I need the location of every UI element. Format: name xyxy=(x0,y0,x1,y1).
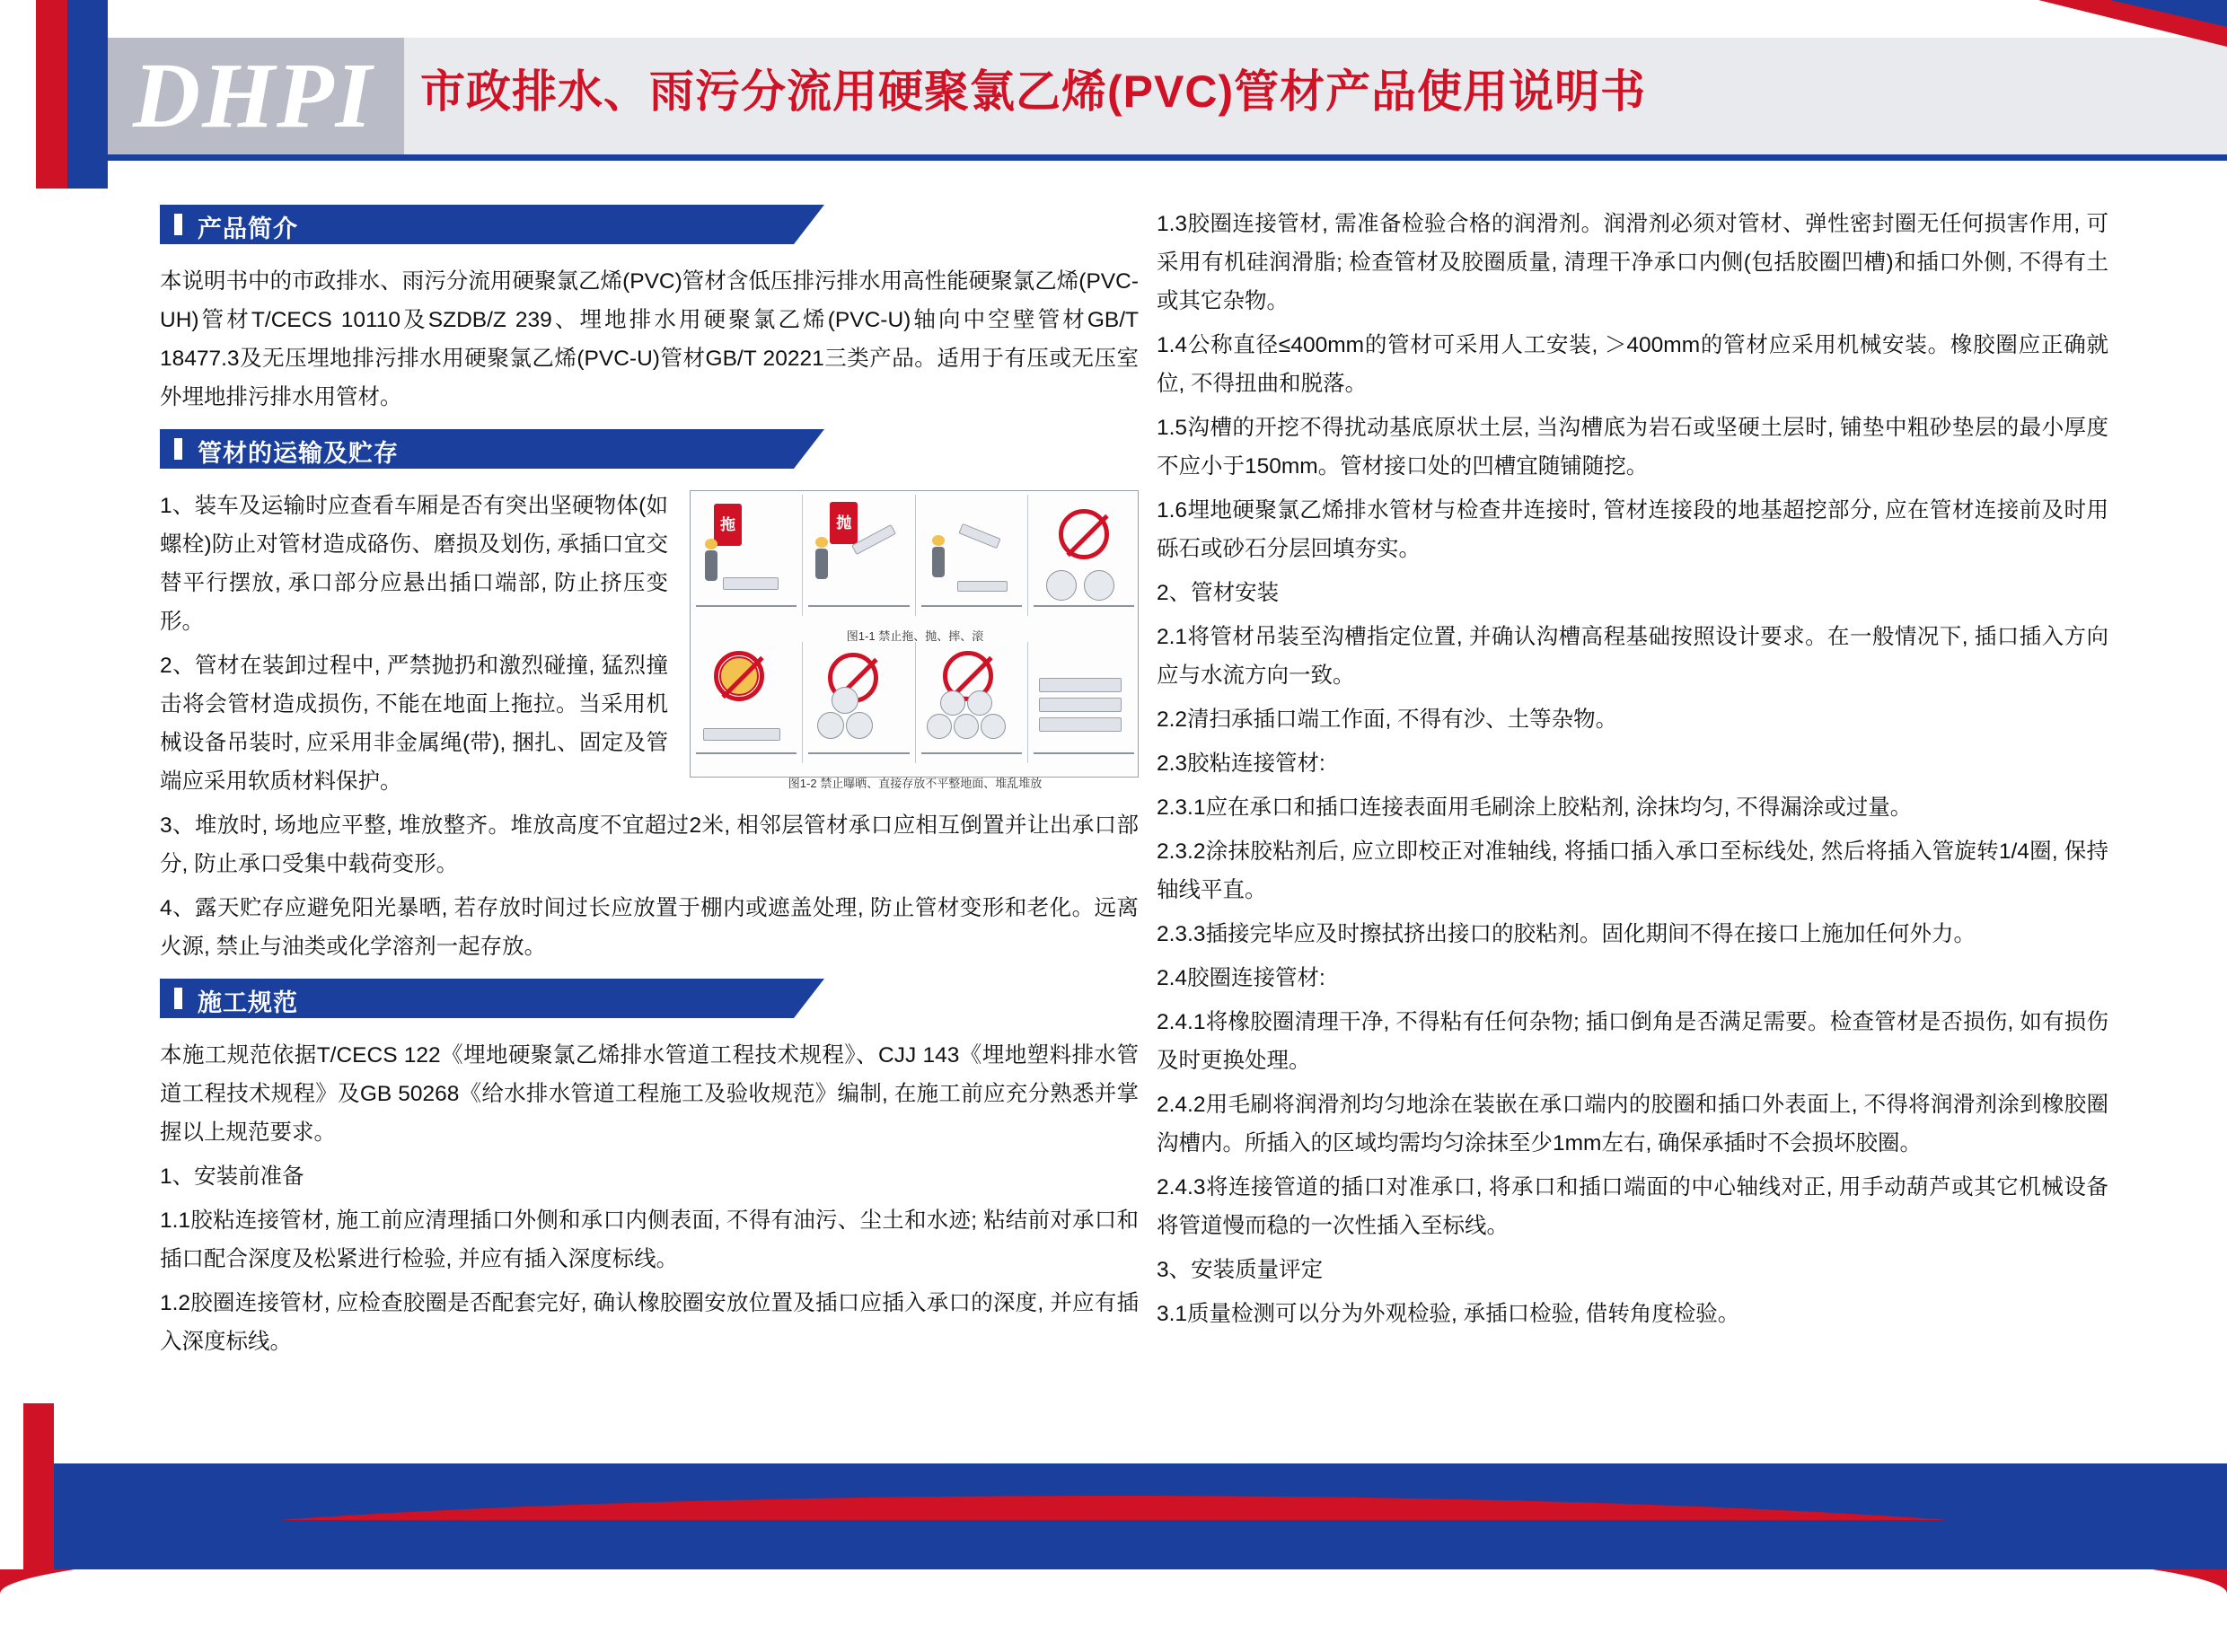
worker-figure xyxy=(932,547,945,577)
paragraph: 1.1胶粘连接管材, 施工前应清理插口外侧和承口内侧表面, 不得有油污、尘土和水迹; 粘结前对承口和插口配合深度及松紧进行检验, 并应有插入深度标线。 xyxy=(160,1208,1139,1271)
illustration-cell-throw xyxy=(803,495,915,616)
worker-figure xyxy=(705,550,717,581)
paragraph: 1.5沟槽的开挖不得扰动基底原状土层, 当沟槽底为岩石或坚硬土层时, 铺垫中粗砂垫层的最小厚度不应小于150mm。管材接口处的凹槽宜随铺随挖。 xyxy=(1157,416,2108,479)
illustration-row-top xyxy=(691,495,1140,616)
illustration-cell-sun-exposure xyxy=(691,642,803,763)
paragraph: 本施工规范依据T/CECS 122《埋地硬聚氯乙烯排水管道工程技术规程》、CJJ 143《埋地塑料排水管道工程技术规程》及GB 50268《给水排水管道工程施工及验收规范》编制, 在施工前应充分熟悉并掌握以上规范要求。 xyxy=(160,1043,1139,1145)
pipe-shape xyxy=(1039,698,1122,712)
paragraph: 3、堆放时, 场地应平整, 堆放整齐。堆放高度不宜超过2米, 相邻层管材承口应相互倒置并让出承口部分, 防止承口受集中载荷变形。 xyxy=(160,813,1139,876)
pipe-shape xyxy=(1039,717,1122,732)
banner-underline xyxy=(108,154,2227,161)
pipe-end-circle xyxy=(1084,570,1114,601)
pipe-shape xyxy=(851,524,896,555)
corner-blue-triangle xyxy=(2110,0,2227,27)
pipe-end-circle xyxy=(846,712,873,739)
pipe-end-circle xyxy=(1046,570,1077,601)
prohibited-icon xyxy=(714,651,764,701)
paragraph: 2.3胶粘连接管材: xyxy=(1157,751,1325,776)
paragraph: 2、管材在装卸过程中, 严禁抛扔和激烈碰撞, 猛烈撞击将会管材造成损伤, 不能在地面上拖拉。当采用机械设备吊装时, 应采用非金属绳(带), 捆扎、固定及管端应采用软质材料保护。 xyxy=(160,654,668,794)
heading-tick-mark xyxy=(174,438,182,460)
section-title-text: 施工规范 xyxy=(198,989,298,1016)
pipe-end-circle xyxy=(927,714,952,739)
document-title: 市政排水、雨污分流用硬聚氯乙烯(PVC)管材产品使用说明书 xyxy=(420,66,1647,117)
paragraph: 2.3.2涂抹胶粘剂后, 应立即校正对准轴线, 将插口插入承口至标线处, 然后将插入管旋转1/4圈, 保持轴线平直。 xyxy=(1157,839,2108,902)
pipe-end-circle xyxy=(817,712,844,739)
illustration-cell-drag xyxy=(691,495,803,616)
pipe-shape xyxy=(703,728,780,741)
ground-line xyxy=(808,605,909,607)
section-title-text: 管材的运输及贮存 xyxy=(198,440,399,467)
section-heading-construction-spec xyxy=(160,979,1139,1022)
paragraph: 2.4胶圈连接管材: xyxy=(1157,966,1325,990)
illustration-cell-messy-stack xyxy=(916,642,1028,763)
footer-left-white-stripe xyxy=(0,1403,23,1569)
heading-tick-mark xyxy=(174,988,182,1009)
pipe-end-circle xyxy=(940,690,965,716)
paragraph: 2.4.1将橡胶圈清理干净, 不得粘有任何杂物; 插口倒角是否满足需要。检查管材是否损伤, 如有损伤及时更换处理。 xyxy=(1157,1010,2108,1073)
paragraph: 1.6埋地硬聚氯乙烯排水管材与检查井连接时, 管材连接段的地基超挖部分, 应在管材连接前及时用砾石或砂石分层回填夯实。 xyxy=(1157,498,2108,561)
throw-label: 抛 xyxy=(830,502,858,544)
illustration-row-bottom xyxy=(691,642,1140,763)
company-logo: DHPI xyxy=(133,44,374,147)
paragraph: 1.4公称直径≤400mm的管材可采用人工安装, ＞400mm的管材应采用机械安装。橡胶圈应正确就位, 不得扭曲和脱落。 xyxy=(1157,333,2108,396)
paragraph: 2.2清扫承插口端工作面, 不得有沙、土等杂物。 xyxy=(1157,707,1618,732)
figure-caption-top: 图1-1 禁止拖、抛、摔、滚 xyxy=(846,629,984,643)
ground-line xyxy=(921,605,1022,607)
drag-label: 拖 xyxy=(714,504,742,546)
paragraph: 1、安装前准备 xyxy=(160,1164,304,1189)
document-body xyxy=(0,205,2227,1408)
pipe-shape xyxy=(958,523,1000,549)
footer-bottom-blue xyxy=(0,1520,2227,1569)
section-title-text: 产品简介 xyxy=(198,215,298,242)
pipe-end-circle xyxy=(832,687,858,714)
right-column xyxy=(1157,205,2108,1339)
pipe-shape xyxy=(723,577,779,590)
illustration-cell-roll xyxy=(1028,495,1140,616)
ground-line xyxy=(921,752,1022,754)
ground-line xyxy=(1034,605,1134,607)
transport-text-with-figure xyxy=(160,487,1139,966)
banner-corner-decoration xyxy=(2003,0,2227,54)
prohibited-icon xyxy=(1059,509,1109,559)
page-footer-decoration xyxy=(0,1403,2227,1569)
worker-figure xyxy=(815,549,828,579)
paragraph: 本说明书中的市政排水、雨污分流用硬聚氯乙烯(PVC)管材含低压排污排水用高性能硬聚氯乙烯(PVC-UH)管材T/CECS 10110及SZDB/Z 239、埋地排水用硬聚氯乙烯(PVC-U)轴向中空壁管材GB/T 18477.3及无压埋地排污排水用硬聚氯乙烯(PVC-U)管材GB/T 20221三类产品。适用于有压或无压室外埋地排污排水用管材。 xyxy=(160,269,1139,409)
pipe-shape xyxy=(957,581,1008,592)
illustration-cell-drop xyxy=(916,495,1028,616)
paragraph: 1.2胶圈连接管材, 应检查胶圈是否配套完好, 确认橡胶圈安放位置及插口应插入承口的深度, 并应有插入深度标线。 xyxy=(160,1291,1139,1354)
paragraph: 4、露天贮存应避免阳光暴晒, 若存放时间过长应放置于棚内或遮盖处理, 防止管材变形和老化。远离火源, 禁止与油类或化学溶剂一起存放。 xyxy=(160,896,1139,959)
handling-illustration xyxy=(690,490,1139,790)
page-banner xyxy=(0,0,2227,189)
paragraph: 2.4.3将连接管道的插口对准承口, 将承口和插口端面的中心轴线对正, 用手动葫芦或其它机械设备将管道慢而稳的一次性插入至标线。 xyxy=(1157,1175,2108,1238)
illustration-cell-uneven-ground xyxy=(803,642,915,763)
ground-line xyxy=(1034,752,1134,754)
paragraph: 2.3.1应在承口和插口连接表面用毛刷涂上胶粘剂, 涂抹均匀, 不得漏涂或过量。 xyxy=(1157,795,1913,820)
section-heading-product-intro xyxy=(160,205,1139,248)
paragraph: 1、装车及运输时应查看车厢是否有突出坚硬物体(如螺栓)防止对管材造成硌伤、磨损及划伤, 承插口宜交替平行摆放, 承口部分应悬出插口端部, 防止挤压变形。 xyxy=(160,494,668,634)
pipe-end-circle xyxy=(954,714,979,739)
figure-caption-bottom: 图1-2 禁止曝晒、直接存放不平整地面、堆乱堆放 xyxy=(788,777,1043,790)
ground-line xyxy=(808,752,909,754)
paragraph: 2.3.3插接完毕应及时擦拭挤出接口的胶粘剂。固化期间不得在接口上施加任何外力。 xyxy=(1157,922,1976,946)
paragraph: 2.1将管材吊装至沟槽指定位置, 并确认沟槽高程基础按照设计要求。在一般情况下, 插口插入方向应与水流方向一致。 xyxy=(1157,625,2108,688)
ground-line xyxy=(696,605,797,607)
left-column xyxy=(160,205,1139,1366)
illustration-cell-correct-stack xyxy=(1028,642,1140,763)
paragraph: 3、安装质量评定 xyxy=(1157,1258,1324,1282)
paragraph: 1.3胶圈连接管材, 需准备检验合格的润滑剂。润滑剂必须对管材、弹性密封圈无任何损害作用, 可采用有机硅润滑脂; 检查管材及胶圈质量, 清理干净承口内侧(包括胶圈凹槽)和插口外侧, 不得有土或其它杂物。 xyxy=(1157,212,2108,313)
pipe-end-circle xyxy=(981,714,1006,739)
section-heading-transport-storage xyxy=(160,429,1139,472)
pipe-shape xyxy=(1039,678,1122,692)
paragraph: 3.1质量检测可以分为外观检验, 承插口检验, 借转角度检验。 xyxy=(1157,1302,1740,1326)
paragraph: 2、管材安装 xyxy=(1157,581,1280,605)
banner-left-white-stripe xyxy=(0,0,36,189)
paragraph: 2.4.2用毛刷将润滑剂均匀地涂在装嵌在承口端内的胶圈和插口外表面上, 不得将润滑剂涂到橡胶圈沟槽内。所插入的区域均需均匀涂抹至少1mm左右, 确保承插时不会损坏胶圈。 xyxy=(1157,1093,2108,1156)
pipe-end-circle xyxy=(967,690,992,716)
heading-tick-mark xyxy=(174,214,182,235)
ground-line xyxy=(696,752,797,754)
